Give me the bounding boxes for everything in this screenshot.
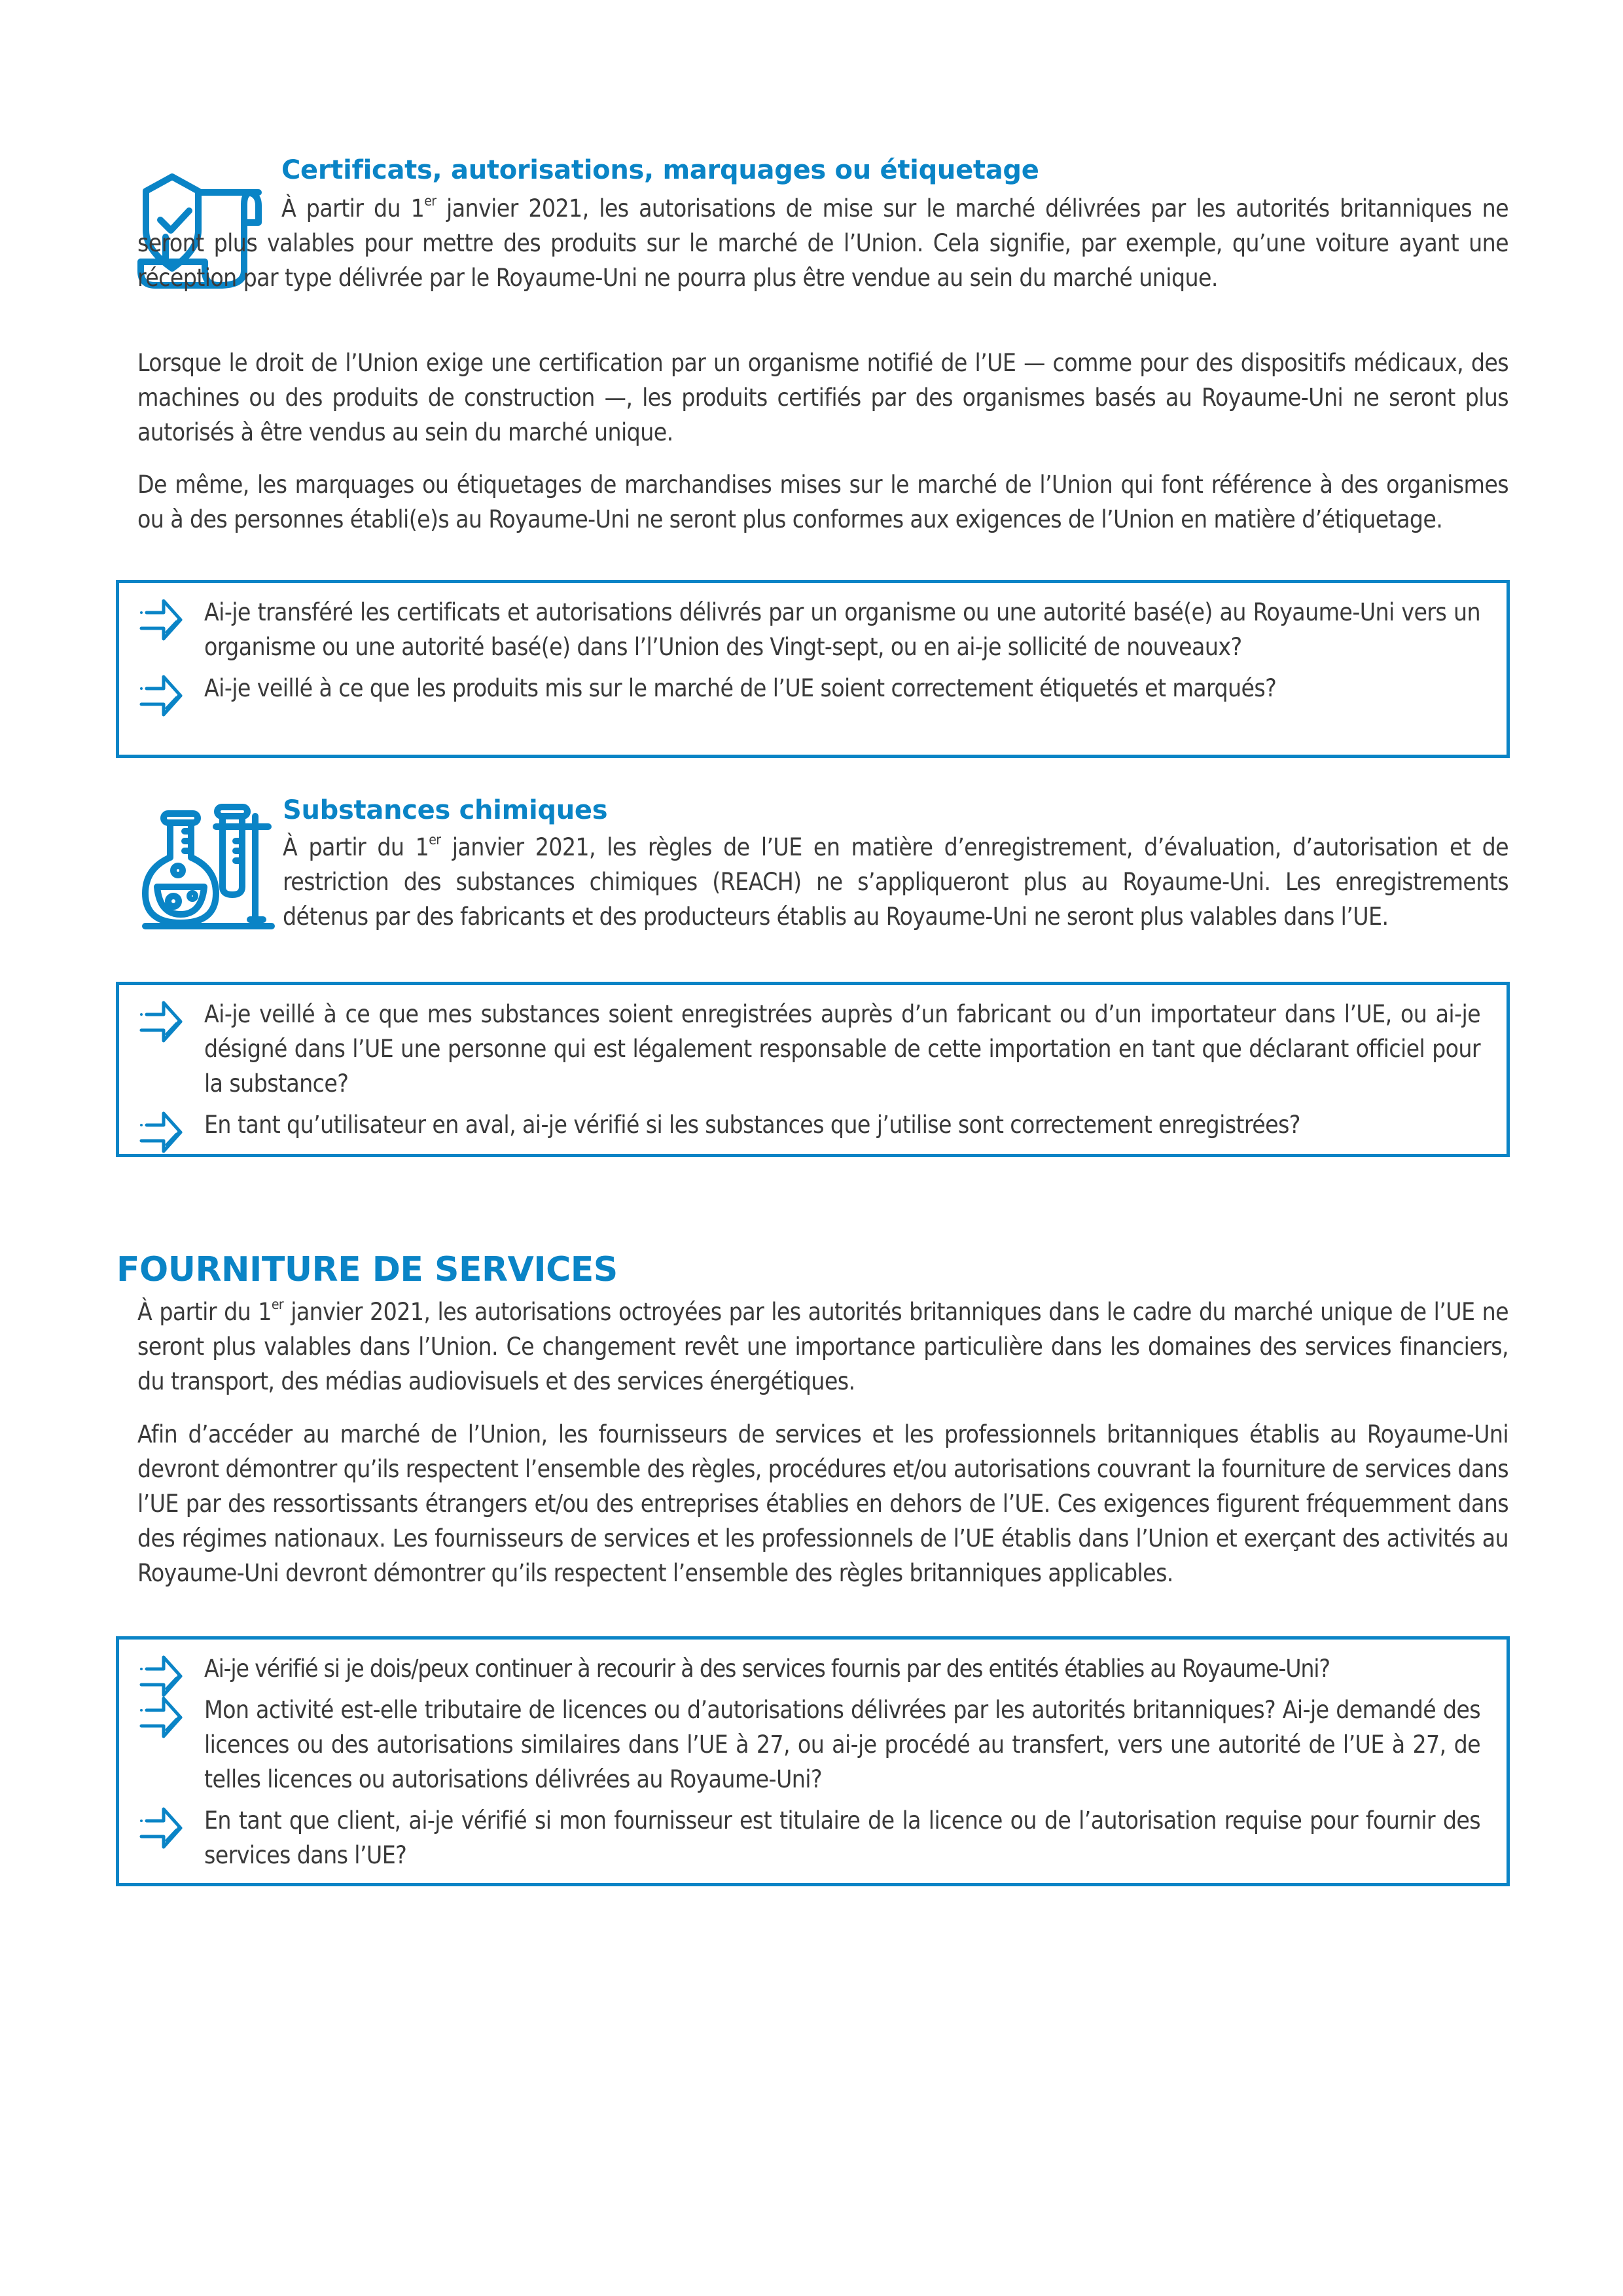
checklist-item — [204, 595, 1480, 664]
services-intro — [137, 1295, 1508, 1399]
certificats-checklist-box — [116, 580, 1510, 758]
section-title-substances: Substances chimiques — [283, 795, 608, 825]
double-arrow-right-icon — [139, 1696, 183, 1739]
checklist-item — [204, 997, 1480, 1101]
substances-checklist-box — [116, 982, 1510, 1157]
double-arrow-right-icon — [139, 1000, 183, 1043]
checklist-item-text: Ai-je veillé à ce que mes substances soient enregistrées auprès d’un fabricant ou d’un importateur dans l’UE, ou ai-je désigné dans l’UE une personne qui est légalement responsable de cette importation en tant que déclarant officiel pour la substance? — [204, 1000, 1480, 1098]
double-arrow-right-icon — [139, 1655, 183, 1698]
certificats-intro — [137, 191, 1508, 295]
substances-intro — [283, 830, 1508, 934]
checklist-item-text: Ai-je vérifié si je dois/peux continuer à recourir à des services fournis par des entités établies au Royaume-Uni? — [204, 1655, 1330, 1683]
double-arrow-right-icon — [139, 598, 183, 641]
section-heading-services: FOURNITURE DE SERVICES — [116, 1250, 618, 1289]
checklist-item-text: Mon activité est-elle tributaire de licences ou d’autorisations délivrées par les autorités britanniques? Ai-je demandé des licences ou des autorisations similaires dans l’UE à 27, ou ai-je procédé au transfert, vers une autorité de l’UE à 27, de telles licences ou autorisations délivrées au Royaume-Uni? — [204, 1696, 1480, 1793]
intro-rest: janvier 2021, les règles de l’UE en matière d’enregistrement, d’évaluation, d’autorisation et de restriction des substances chimiques (REACH) ne s’appliqueront plus au Royaume-Uni. Les enregistrements détenus par des fabricants et des producteurs établis au Royaume-Uni ne seront plus valables dans l’UE. — [283, 833, 1508, 931]
checklist-item-text: En tant qu’utilisateur en aval, ai-je vérifié si les substances que j’utilise sont correctement enregistrées? — [204, 1111, 1300, 1139]
lab-flask-test-tube-icon — [137, 795, 275, 929]
section-title-certificats: Certificats, autorisations, marquages ou étiquetage — [281, 155, 1039, 185]
intro-rest: janvier 2021, les autorisations de mise sur le marché délivrées par les autorités britanniques ne seront plus valables pour mettre des produits sur le marché de l’Union. Cela signifie, par exemple, qu’une voiture ayant une réception par type délivrée par le Royaume-Uni ne pourra plus être vendue au sein du marché unique. — [137, 194, 1509, 292]
certificats-paragraph-1: Lorsque le droit de l’Union exige une certification par un organisme notifié de l’UE — comme pour des dispositifs médicaux, des machines ou des produits de construction —, les produits certifiés par des organismes basés au Royaume-Uni ne seront plus autorisés à être vendus au sein du marché unique. — [137, 349, 1508, 446]
checklist-item-text: Ai-je veillé à ce que les produits mis sur le marché de l’UE soient correctement étiquetés et marqués? — [204, 674, 1277, 702]
checklist-item — [204, 1803, 1480, 1873]
intro-prefix: À partir du 1 — [281, 194, 425, 223]
double-arrow-right-icon — [139, 1111, 183, 1154]
checklist-item — [204, 1693, 1480, 1797]
checklist-item — [204, 1107, 1480, 1142]
superscript: er — [429, 831, 441, 848]
certificats-paragraph-2: De même, les marquages ou étiquetages de marchandises mises sur le marché de l’Union qui font référence à des organismes ou à des personnes établi(e)s au Royaume-Uni ne seront plus conformes aux exigences de l’Union en matière d’étiquetage. — [137, 471, 1508, 533]
double-arrow-right-icon — [139, 674, 183, 717]
checklist-item-text: Ai-je transféré les certificats et autorisations délivrés par un organisme ou une autorité basé(e) au Royaume-Uni vers un organisme ou une autorité basé(e) dans l’l’Union des Vingt-sept, ou en ai-je sollicité de nouveaux? — [204, 598, 1480, 661]
intro-prefix: À partir du 1 — [283, 833, 429, 861]
double-arrow-right-icon — [139, 1806, 183, 1850]
services-checklist-box — [116, 1636, 1510, 1886]
superscript: er — [424, 192, 437, 209]
checklist-item-text: En tant que client, ai-je vérifié si mon fournisseur est titulaire de la licence ou de l’autorisation requise pour fournir des services dans l’UE? — [204, 1806, 1480, 1869]
superscript: er — [271, 1296, 284, 1312]
checklist-item — [204, 1651, 1480, 1686]
intro-prefix: À partir du 1 — [137, 1298, 272, 1326]
intro-rest: janvier 2021, les autorisations octroyées par les autorités britanniques dans le cadre du marché unique de l’UE ne seront plus valables dans l’Union. Ce changement revêt une importance particulière dans les domaines des services financiers, du transport, des médias audiovisuels et des services énergétiques. — [137, 1298, 1508, 1395]
checklist-item — [204, 671, 1480, 706]
services-paragraph: Afin d’accéder au marché de l’Union, les fournisseurs de services et les professionnels britanniques établis au Royaume-Uni devront démontrer qu’ils respectent l’ensemble des règles, procédures et/ou autorisations couvrant la fourniture de services dans l’UE par des ressortissants étrangers et/ou des entreprises établies en dehors de l’UE. Ces exigences figurent fréquemment dans des régimes nationaux. Les fournisseurs de services et les professionnels de l’UE établis dans l’Union et exerçant des activités au Royaume-Uni devront démontrer qu’ils respectent l’ensemble des règles britanniques applicables. — [137, 1420, 1508, 1587]
